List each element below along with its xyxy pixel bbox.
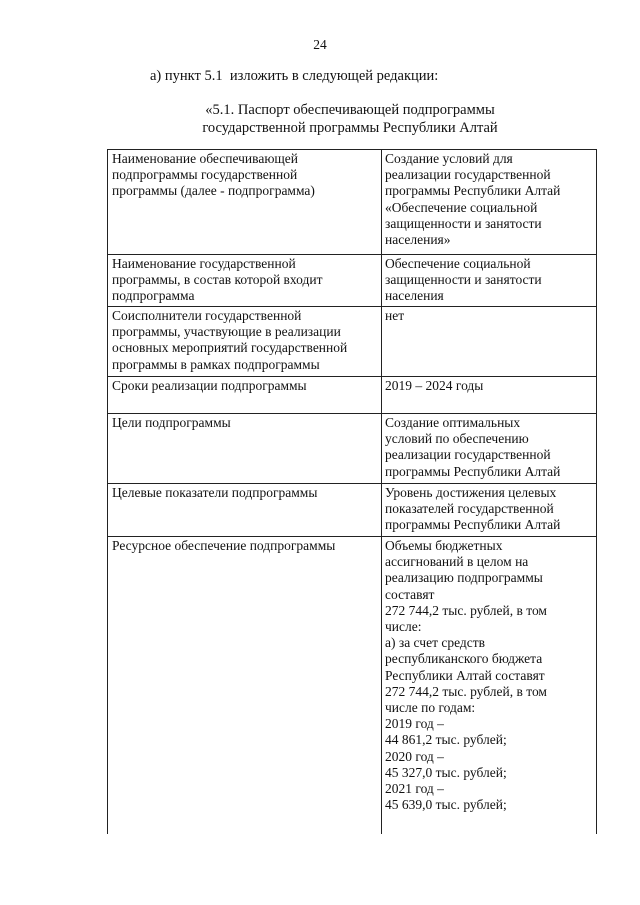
- cell-text-line: реализации государственной: [385, 447, 551, 463]
- cell-text-line: реализации государственной: [385, 167, 551, 183]
- row-co-executors: [108, 307, 597, 377]
- parameter-value-cell: [382, 484, 597, 537]
- cell-text-line: 2019 – 2024 годы: [385, 378, 484, 393]
- parameter-name-cell: [108, 484, 382, 537]
- cell-text-line: Наименование обеспечивающей: [112, 151, 299, 166]
- cell-text-line: подпрограмма: [112, 288, 195, 304]
- cell-text-line: условий по обеспечению: [385, 431, 529, 447]
- cell-text-line: Целевые показатели подпрограммы: [112, 485, 318, 500]
- cell-text-line: 2021 год –: [385, 781, 444, 797]
- amendment-instruction: а) пункт 5.1 изложить в следующей редакции:: [150, 68, 439, 84]
- parameter-name-cell: [108, 255, 382, 307]
- parameter-name-cell: [108, 377, 382, 414]
- cell-text-line: 45 639,0 тыс. рублей;: [385, 797, 507, 813]
- cell-text-line: 2020 год –: [385, 748, 444, 764]
- cell-text-line: числе по годам:: [385, 700, 476, 716]
- cell-text-line: 45 327,0 тыс. рублей;: [385, 764, 507, 780]
- parameter-value-cell: [382, 414, 597, 484]
- cell-text-line: населения: [385, 288, 444, 304]
- cell-text-line: защищенности и занятости: [385, 215, 542, 231]
- parameter-value-cell: [382, 255, 597, 307]
- parameter-name-cell: [108, 307, 382, 377]
- passport-title-line-1: «5.1. Паспорт обеспечивающей подпрограммы: [205, 102, 495, 118]
- row-state-program-name: [108, 255, 597, 307]
- cell-text-line: Создание оптимальных: [385, 415, 521, 430]
- parameter-value-cell: [382, 150, 597, 255]
- cell-text-line: Цели подпрограммы: [112, 415, 231, 430]
- cell-text-line: Ресурсное обеспечение подпрограммы: [112, 538, 336, 553]
- cell-text-line: показателей государственной: [385, 501, 554, 517]
- cell-text-line: республиканского бюджета: [385, 651, 543, 667]
- cell-text-line: Сроки реализации подпрограммы: [112, 378, 307, 393]
- cell-text-line: программы Республики Алтай: [385, 517, 561, 533]
- cell-text-line: 272 744,2 тыс. рублей, в том: [385, 683, 547, 699]
- parameter-value-cell: [382, 307, 597, 377]
- cell-text-line: «Обеспечение социальной: [385, 199, 538, 215]
- cell-text-line: Наименование государственной: [112, 256, 296, 271]
- parameter-value-cell: [382, 377, 597, 414]
- row-target-indicators: [108, 484, 597, 537]
- passport-title-line-2: государственной программы Республики Алтай: [202, 120, 498, 136]
- cell-text-line: нет: [385, 308, 405, 323]
- subprogram-passport-table: [107, 149, 597, 834]
- cell-text-line: составят: [385, 586, 435, 602]
- cell-text-line: Уровень достижения целевых: [385, 485, 557, 500]
- cell-text-line: защищенности и занятости: [385, 272, 542, 288]
- parameter-name-cell: [108, 414, 382, 484]
- cell-text-line: ассигнований в целом на: [385, 554, 529, 570]
- row-implementation-period: [108, 377, 597, 414]
- passport-title: [0, 101, 640, 137]
- parameter-name-cell: [108, 150, 382, 255]
- cell-text-line: программы Республики Алтай: [385, 183, 561, 199]
- cell-text-line: программы в рамках подпрограммы: [112, 356, 320, 372]
- cell-text-line: Соисполнители государственной: [112, 308, 302, 323]
- cell-text-line: 272 744,2 тыс. рублей, в том: [385, 602, 547, 618]
- cell-text-line: подпрограммы государственной: [112, 167, 298, 183]
- parameter-name-cell: [108, 537, 382, 834]
- row-resource-provision: [108, 537, 597, 834]
- cell-text-line: Республики Алтай составят: [385, 667, 545, 683]
- page-number: 24: [313, 37, 327, 52]
- cell-text-line: программы, участвующие в реализации: [112, 324, 341, 340]
- cell-text-line: Обеспечение социальной: [385, 256, 531, 271]
- parameter-value-cell: [382, 537, 597, 834]
- cell-text-line: числе:: [385, 619, 422, 635]
- cell-text-line: населения»: [385, 232, 451, 248]
- cell-text-line: Объемы бюджетных: [385, 538, 503, 553]
- cell-text-line: программы, в состав которой входит: [112, 272, 323, 288]
- cell-text-line: реализацию подпрограммы: [385, 570, 543, 586]
- cell-text-line: а) за счет средств: [385, 635, 486, 651]
- cell-text-line: 2019 год –: [385, 716, 444, 732]
- row-subprogram-name: [108, 150, 597, 255]
- cell-text-line: программы (далее - подпрограмма): [112, 183, 315, 199]
- cell-text-line: основных мероприятий государственной: [112, 340, 348, 356]
- cell-text-line: 44 861,2 тыс. рублей;: [385, 732, 507, 748]
- cell-text-line: программы Республики Алтай: [385, 463, 561, 479]
- cell-text-line: Создание условий для: [385, 151, 513, 166]
- row-goals: [108, 414, 597, 484]
